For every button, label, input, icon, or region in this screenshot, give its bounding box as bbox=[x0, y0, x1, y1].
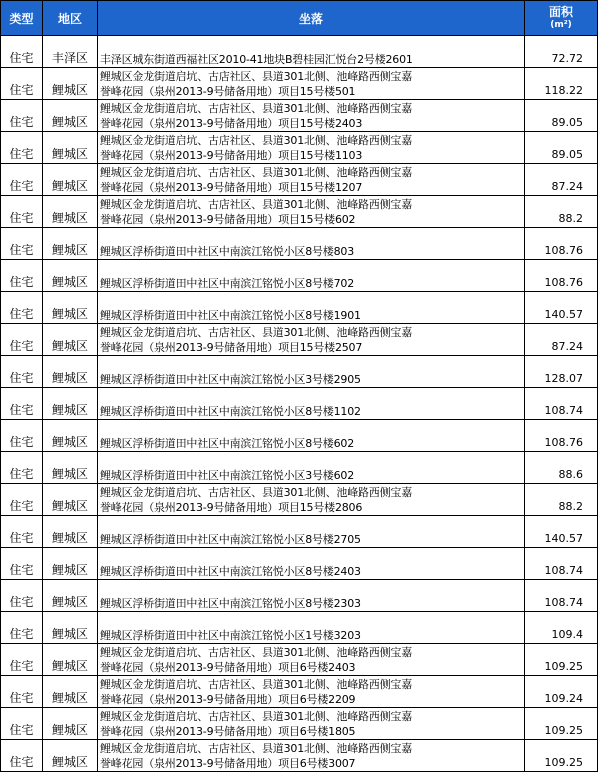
cell-location: 鲤城区浮桥街道田中社区中南滨江铭悦小区8号楼602 bbox=[98, 420, 525, 452]
table-row bbox=[1, 484, 598, 516]
table-row bbox=[1, 516, 598, 548]
cell-area: 88.2 bbox=[525, 196, 598, 228]
header-area bbox=[525, 1, 598, 36]
header-area-label: 面积 bbox=[548, 4, 573, 19]
cell-location: 鲤城区浮桥街道田中社区中南滨江铭悦小区8号楼2705 bbox=[98, 516, 525, 548]
cell-area: 140.57 bbox=[525, 516, 598, 548]
cell-area: 87.24 bbox=[525, 324, 598, 356]
table-header bbox=[1, 1, 598, 36]
cell-location: 鲤城区金龙街道启坑、古店社区、县道301北侧、池峰路西侧宝嘉 誉峰花园（泉州2013-9号储备用地）项目6号楼2403 bbox=[98, 644, 525, 676]
cell-location: 鲤城区金龙街道启坑、古店社区、县道301北侧、池峰路西侧宝嘉 誉峰花园（泉州2013-9号储备用地）项目15号楼1207 bbox=[98, 164, 525, 196]
cell-district: 鲤城区 bbox=[43, 516, 98, 548]
cell-area: 128.07 bbox=[525, 356, 598, 388]
header-type: 类型 bbox=[1, 1, 43, 36]
cell-area: 109.25 bbox=[525, 740, 598, 772]
table-row bbox=[1, 324, 598, 356]
cell-type: 住宅 bbox=[1, 388, 43, 420]
cell-type: 住宅 bbox=[1, 548, 43, 580]
cell-district: 鲤城区 bbox=[43, 388, 98, 420]
cell-district: 鲤城区 bbox=[43, 740, 98, 772]
cell-district: 鲤城区 bbox=[43, 548, 98, 580]
cell-district: 鲤城区 bbox=[43, 196, 98, 228]
cell-area: 108.74 bbox=[525, 580, 598, 612]
cell-district: 鲤城区 bbox=[43, 452, 98, 484]
cell-district: 鲤城区 bbox=[43, 260, 98, 292]
cell-type: 住宅 bbox=[1, 580, 43, 612]
cell-area: 109.25 bbox=[525, 708, 598, 740]
table-row bbox=[1, 580, 598, 612]
cell-area: 88.2 bbox=[525, 484, 598, 516]
table-row bbox=[1, 132, 598, 164]
cell-area: 108.76 bbox=[525, 420, 598, 452]
cell-location: 丰泽区城东街道西福社区2010-41地块B碧桂园汇悦台2号楼2601 bbox=[98, 36, 525, 68]
table-row bbox=[1, 612, 598, 644]
cell-type: 住宅 bbox=[1, 612, 43, 644]
cell-type: 住宅 bbox=[1, 196, 43, 228]
cell-location: 鲤城区金龙街道启坑、古店社区、县道301北侧、池峰路西侧宝嘉 誉峰花园（泉州2013-9号储备用地）项目15号楼2507 bbox=[98, 324, 525, 356]
cell-area: 108.76 bbox=[525, 228, 598, 260]
cell-type: 住宅 bbox=[1, 260, 43, 292]
cell-district: 鲤城区 bbox=[43, 100, 98, 132]
table-body bbox=[1, 36, 598, 772]
cell-district: 鲤城区 bbox=[43, 708, 98, 740]
cell-district: 丰泽区 bbox=[43, 36, 98, 68]
cell-district: 鲤城区 bbox=[43, 420, 98, 452]
cell-type: 住宅 bbox=[1, 356, 43, 388]
cell-location: 鲤城区浮桥街道田中社区中南滨江铭悦小区8号楼803 bbox=[98, 228, 525, 260]
cell-type: 住宅 bbox=[1, 420, 43, 452]
cell-type: 住宅 bbox=[1, 676, 43, 708]
cell-location: 鲤城区浮桥街道田中社区中南滨江铭悦小区8号楼702 bbox=[98, 260, 525, 292]
table-row bbox=[1, 708, 598, 740]
cell-location: 鲤城区金龙街道启坑、古店社区、县道301北侧、池峰路西侧宝嘉 誉峰花园（泉州2013-9号储备用地）项目15号楼2403 bbox=[98, 100, 525, 132]
table-row bbox=[1, 644, 598, 676]
cell-district: 鲤城区 bbox=[43, 612, 98, 644]
cell-location: 鲤城区金龙街道启坑、古店社区、县道301北侧、池峰路西侧宝嘉 誉峰花园（泉州2013-9号储备用地）项目6号楼1805 bbox=[98, 708, 525, 740]
cell-area: 108.74 bbox=[525, 388, 598, 420]
cell-location: 鲤城区浮桥街道田中社区中南滨江铭悦小区8号楼2403 bbox=[98, 548, 525, 580]
table-row bbox=[1, 676, 598, 708]
cell-district: 鲤城区 bbox=[43, 580, 98, 612]
cell-district: 鲤城区 bbox=[43, 132, 98, 164]
cell-district: 鲤城区 bbox=[43, 356, 98, 388]
cell-location: 鲤城区金龙街道启坑、古店社区、县道301北侧、池峰路西侧宝嘉 誉峰花园（泉州2013-9号储备用地）项目15号楼602 bbox=[98, 196, 525, 228]
cell-type: 住宅 bbox=[1, 292, 43, 324]
cell-area: 109.4 bbox=[525, 612, 598, 644]
cell-location: 鲤城区浮桥街道田中社区中南滨江铭悦小区8号楼1901 bbox=[98, 292, 525, 324]
header-area-unit: (m²) bbox=[550, 19, 572, 30]
cell-area: 87.24 bbox=[525, 164, 598, 196]
table-row bbox=[1, 740, 598, 772]
cell-district: 鲤城区 bbox=[43, 292, 98, 324]
cell-type: 住宅 bbox=[1, 324, 43, 356]
cell-location: 鲤城区浮桥街道田中社区中南滨江铭悦小区3号楼602 bbox=[98, 452, 525, 484]
table-row bbox=[1, 548, 598, 580]
cell-type: 住宅 bbox=[1, 164, 43, 196]
table-row bbox=[1, 388, 598, 420]
table-row bbox=[1, 100, 598, 132]
cell-district: 鲤城区 bbox=[43, 68, 98, 100]
cell-area: 89.05 bbox=[525, 132, 598, 164]
cell-area: 140.57 bbox=[525, 292, 598, 324]
table-row bbox=[1, 356, 598, 388]
cell-type: 住宅 bbox=[1, 452, 43, 484]
cell-type: 住宅 bbox=[1, 68, 43, 100]
cell-type: 住宅 bbox=[1, 708, 43, 740]
header-district: 地区 bbox=[43, 1, 98, 36]
cell-type: 住宅 bbox=[1, 484, 43, 516]
cell-area: 72.72 bbox=[525, 36, 598, 68]
cell-type: 住宅 bbox=[1, 644, 43, 676]
cell-location: 鲤城区金龙街道启坑、古店社区、县道301北侧、池峰路西侧宝嘉 誉峰花园（泉州2013-9号储备用地）项目15号楼1103 bbox=[98, 132, 525, 164]
table-row bbox=[1, 452, 598, 484]
cell-area: 89.05 bbox=[525, 100, 598, 132]
cell-area: 108.76 bbox=[525, 260, 598, 292]
cell-district: 鲤城区 bbox=[43, 644, 98, 676]
header-location: 坐落 bbox=[98, 1, 525, 36]
table-row bbox=[1, 164, 598, 196]
cell-district: 鲤城区 bbox=[43, 484, 98, 516]
cell-type: 住宅 bbox=[1, 132, 43, 164]
cell-area: 88.6 bbox=[525, 452, 598, 484]
table-row bbox=[1, 196, 598, 228]
table-row bbox=[1, 36, 598, 68]
cell-area: 109.25 bbox=[525, 644, 598, 676]
cell-district: 鲤城区 bbox=[43, 164, 98, 196]
cell-location: 鲤城区金龙街道启坑、古店社区、县道301北侧、池峰路西侧宝嘉 誉峰花园（泉州2013-9号储备用地）项目6号楼3007 bbox=[98, 740, 525, 772]
cell-location: 鲤城区浮桥街道田中社区中南滨江铭悦小区8号楼2303 bbox=[98, 580, 525, 612]
cell-location: 鲤城区浮桥街道田中社区中南滨江铭悦小区1号楼3203 bbox=[98, 612, 525, 644]
cell-district: 鲤城区 bbox=[43, 676, 98, 708]
cell-district: 鲤城区 bbox=[43, 228, 98, 260]
cell-area: 109.24 bbox=[525, 676, 598, 708]
cell-location: 鲤城区金龙街道启坑、古店社区、县道301北侧、池峰路西侧宝嘉 誉峰花园（泉州2013-9号储备用地）项目15号楼2806 bbox=[98, 484, 525, 516]
cell-area: 118.22 bbox=[525, 68, 598, 100]
header-row bbox=[1, 1, 598, 36]
cell-type: 住宅 bbox=[1, 740, 43, 772]
cell-type: 住宅 bbox=[1, 100, 43, 132]
table-row bbox=[1, 260, 598, 292]
cell-location: 鲤城区金龙街道启坑、古店社区、县道301北侧、池峰路西侧宝嘉 誉峰花园（泉州2013-9号储备用地）项目6号楼2209 bbox=[98, 676, 525, 708]
table-row bbox=[1, 420, 598, 452]
table-row bbox=[1, 68, 598, 100]
cell-location: 鲤城区浮桥街道田中社区中南滨江铭悦小区8号楼1102 bbox=[98, 388, 525, 420]
cell-area: 108.74 bbox=[525, 548, 598, 580]
cell-location: 鲤城区金龙街道启坑、古店社区、县道301北侧、池峰路西侧宝嘉 誉峰花园（泉州2013-9号储备用地）项目15号楼501 bbox=[98, 68, 525, 100]
table-row bbox=[1, 292, 598, 324]
cell-location: 鲤城区浮桥街道田中社区中南滨江铭悦小区3号楼2905 bbox=[98, 356, 525, 388]
cell-type: 住宅 bbox=[1, 36, 43, 68]
table-row bbox=[1, 228, 598, 260]
cell-district: 鲤城区 bbox=[43, 324, 98, 356]
cell-type: 住宅 bbox=[1, 228, 43, 260]
cell-type: 住宅 bbox=[1, 516, 43, 548]
